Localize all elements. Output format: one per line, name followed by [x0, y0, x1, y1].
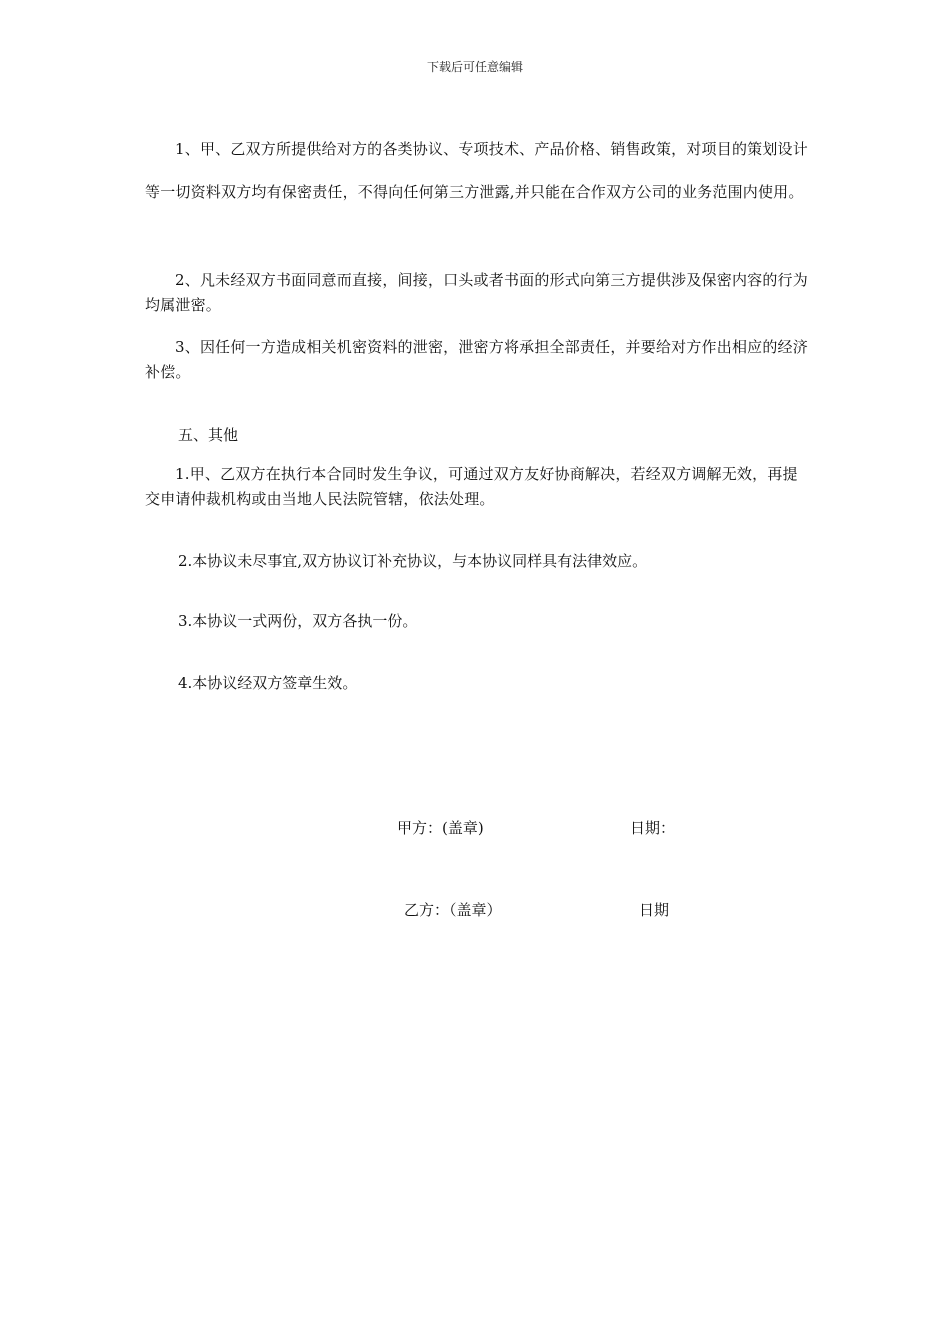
clause-1: 1、甲、乙双方所提供给对方的各类协议、专项技术、产品价格、销售政策，对项目的策划设计等一切资料双方均有保密责任，不得向任何第三方泄露,并只能在合作双方公司的业务范围内使用。 [145, 140, 808, 201]
party-a-seal-label: 甲方：(盖章) [397, 819, 484, 837]
party-b-seal-label: 乙方：（盖章） [404, 901, 502, 919]
other-item-2: 2.本协议未尽事宜,双方协议订补充协议，与本协议同样具有法律效应。 [178, 552, 648, 570]
party-b-date-label: 日期 [639, 901, 670, 919]
download-note: 下载后可任意编辑 [426, 60, 523, 74]
clause-3: 3、因任何一方造成相关机密资料的泄密，泄密方将承担全部责任，并要给对方作出相应的经济补偿。 [145, 338, 808, 381]
section-title-other: 五、其他 [178, 426, 239, 444]
clause-2: 2、凡未经双方书面同意而直接，间接，口头或者书面的形式向第三方提供涉及保密内容的行为均属泄密。 [145, 271, 808, 314]
party-a-date-label: 日期： [630, 819, 676, 837]
other-item-3: 3.本协议一式两份，双方各执一份。 [178, 612, 418, 630]
other-item-4: 4.本协议经双方签章生效。 [178, 674, 358, 692]
other-item-1: 1.甲、乙双方在执行本合同时发生争议，可通过双方友好协商解决，若经双方调解无效，再提交申请仲裁机构或由当地人民法院管辖，依法处理。 [145, 465, 798, 508]
